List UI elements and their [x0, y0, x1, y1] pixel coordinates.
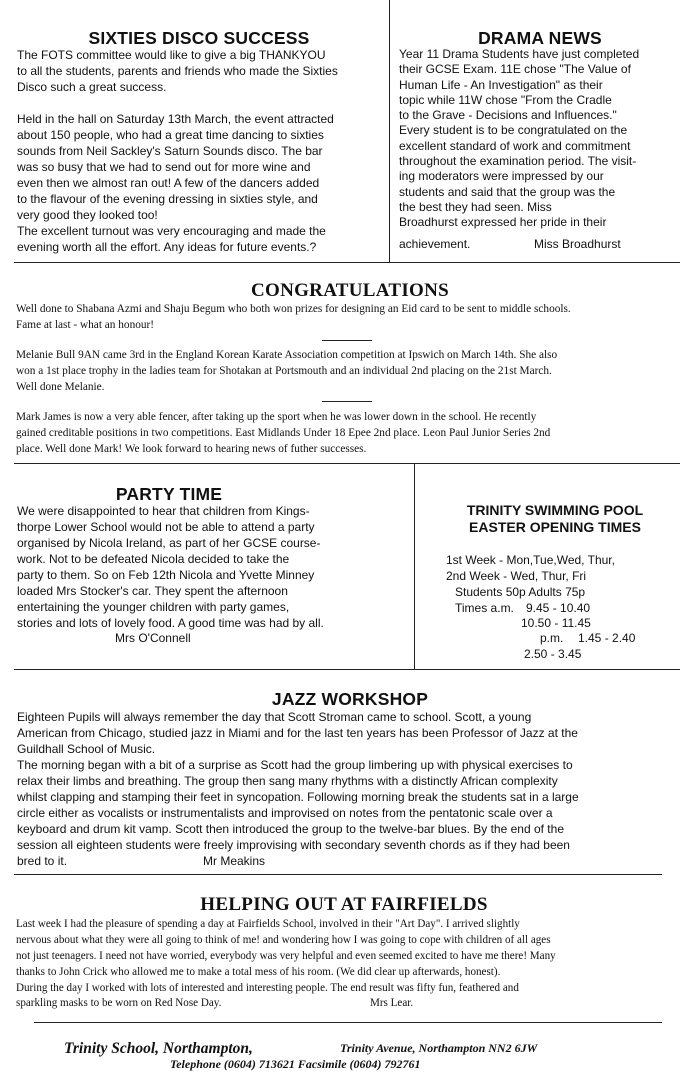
top-column-divider — [389, 0, 390, 262]
pool-pm-slot2: 2.50 - 3.45 — [524, 647, 582, 661]
pool-title-line2: EASTER OPENING TIMES — [469, 519, 641, 535]
pool-pm-label: p.m. — [540, 631, 564, 645]
footer-school-name: Trinity School, Northampton, — [64, 1040, 253, 1057]
fairfields-signature: Mrs Lear. — [370, 997, 414, 1009]
party-body: We were disappointed to hear that children from Kings- thorpe Lower School would not be able to attend a party organised by Nicola Ireland, as part of her GCSE course- work. Not to be defeated Nicola decided to take the party to them. So on Feb 12th Nicola and Yvette Minney loaded Mrs Stocker's car. They spent the afternoon entertaining the younger children with party games, stories and lots of lovely food. A good time was had by all. — [17, 504, 324, 630]
party-title: PARTY TIME — [115, 484, 223, 504]
congrats-title: CONGRATULATIONS — [250, 280, 450, 301]
middle-column-divider — [414, 463, 415, 669]
congrats-separator-1 — [322, 340, 372, 341]
jazz-title: JAZZ WORKSHOP — [271, 689, 429, 709]
congrats-item-mark: Mark James is now a very able fencer, after taking up the sport when he was lower down in the school. He recently gained creditable positions in two competitions. East Midlands Under 18 Epee 2nd place. Leon Paul Junior Series 2nd place. Well done Mark! We look forward to hearing news of futher successes. — [16, 411, 551, 455]
drama-last-line: achievement. — [399, 237, 471, 251]
top-section-bottom-rule — [14, 262, 680, 263]
footer-top-rule — [34, 1022, 662, 1023]
pool-week1: 1st Week - Mon,Tue,Wed, Thur, — [446, 553, 615, 567]
middle-section-bottom-rule — [14, 669, 680, 670]
fairfields-body: Last week I had the pleasure of spending a day at Fairfields School, involved in their "Art Day". I arrived slightly nervous about what they were all going to think of me! and wondering how I was going to cope with children of all ages not just teenagers. I need not have worried, everybody was very helpful and even seemed excited to have me there! Many thanks to John Crick who allowed me to make a total mess of his room. (We did clear up afterwards, honest). During the day I worked with lots of interested and interesting people. The end result was fifty fun, feathered and — [16, 918, 556, 994]
congrats-bottom-rule — [14, 463, 680, 464]
pool-am-slot1: 9.45 - 10.40 — [526, 601, 591, 615]
pool-notice — [420, 502, 690, 536]
drama-signature: Miss Broadhurst — [534, 237, 621, 251]
fairfields-last-line: sparkling masks to be worn on Red Nose Day. — [16, 997, 222, 1009]
congrats-item-melanie: Melanie Bull 9AN came 3rd in the England Korean Karate Association competition at Ipswich on March 14th. She also won a 1st place trophy in the ladies team for Shotakan at Portsmouth and an individual 2nd placing on the 21st March. Well done Melanie. — [16, 349, 558, 393]
jazz-last-line: bred to it. — [17, 854, 68, 868]
pool-am-slot2: 10.50 - 11.45 — [521, 616, 591, 630]
congrats-separator-2 — [322, 401, 372, 402]
pool-title-line1: TRINITY SWIMMING POOL — [466, 502, 644, 518]
footer-address: Trinity Avenue, Northampton NN2 6JW — [340, 1041, 538, 1055]
party-signature: Mrs O'Connell — [115, 631, 191, 645]
drama-body: Year 11 Drama Students have just completed their GCSE Exam. 11E chose "The Value of Human Life - An Investigation" as their topic while 11W chose "From the Cradle to the Grave - Decisions and Influences." Every student is to be congratulated on the excellent standard of work and commitment throughout the examination period. The visit- ing moderators were impressed by our students and said that the group was the the best they had seen. Miss Broadhurst expressed her pride in their — [399, 47, 640, 230]
disco-body: The FOTS committee would like to give a big THANKYOU to all the students, parents and friends who made the Sixties Disco such a great success. Held in the hall on Saturday 13th March, the event attracted about 150 people, who had a great time dancing to sixties sounds from Neil Sackley's Saturn Sounds disco. The bar was so busy that we had to send out for more wine and even then we almost ran out! A few of the dancers added to the flavour of the evening dressing in sixties style, and very good they looked too! The excellent turnout was very encouraging and made the evening worth all the effort. Any ideas for future events.? — [17, 48, 338, 254]
footer-phones: Telephone (0604) 713621 Facsimile (0604) 792761 — [170, 1057, 421, 1071]
congrats-item-shabana: Well done to Shabana Azmi and Shaju Begum who both won prizes for designing an Eid card to be sent to middle schools. Fame at last - what an honour! — [16, 303, 571, 331]
fairfields-title: HELPING OUT AT FAIRFIELDS — [200, 894, 488, 915]
drama-title: DRAMA NEWS — [478, 28, 602, 48]
pool-week2: 2nd Week - Wed, Thur, Fri — [446, 569, 587, 583]
pool-pm-slot1: 1.45 - 2.40 — [578, 631, 636, 645]
jazz-signature: Mr Meakins — [203, 854, 266, 868]
jazz-bottom-rule — [14, 874, 662, 875]
pool-am-label: Times a.m. — [455, 601, 514, 615]
disco-title: SIXTIES DISCO SUCCESS — [88, 28, 310, 48]
pool-prices: Students 50p Adults 75p — [455, 585, 586, 599]
jazz-body: Eighteen Pupils will always remember the day that Scott Stroman came to school. Scott, a young American from Chicago, studied jazz in Miami and for the last ten years has been Professor of Jazz at the Guildhall School of Music. The morning began with a bit of a surprise as Scott had the group limbering up with physical exercises to relax their limbs and breathing. The group then sang many rhythms with a distinctly African complexity whilst clapping and stamping their feet in syncopation. Following morning break the students sat in a large circle either as vocalists or instrumentalists and improvised on notes from the pentatonic scale over a keyboard and drum kit vamp. Scott then introduced the group to the twelve-bar blues. By the end of the session all eighteen students were freely improvising with secondary seventh chords as if they had been — [17, 710, 579, 852]
